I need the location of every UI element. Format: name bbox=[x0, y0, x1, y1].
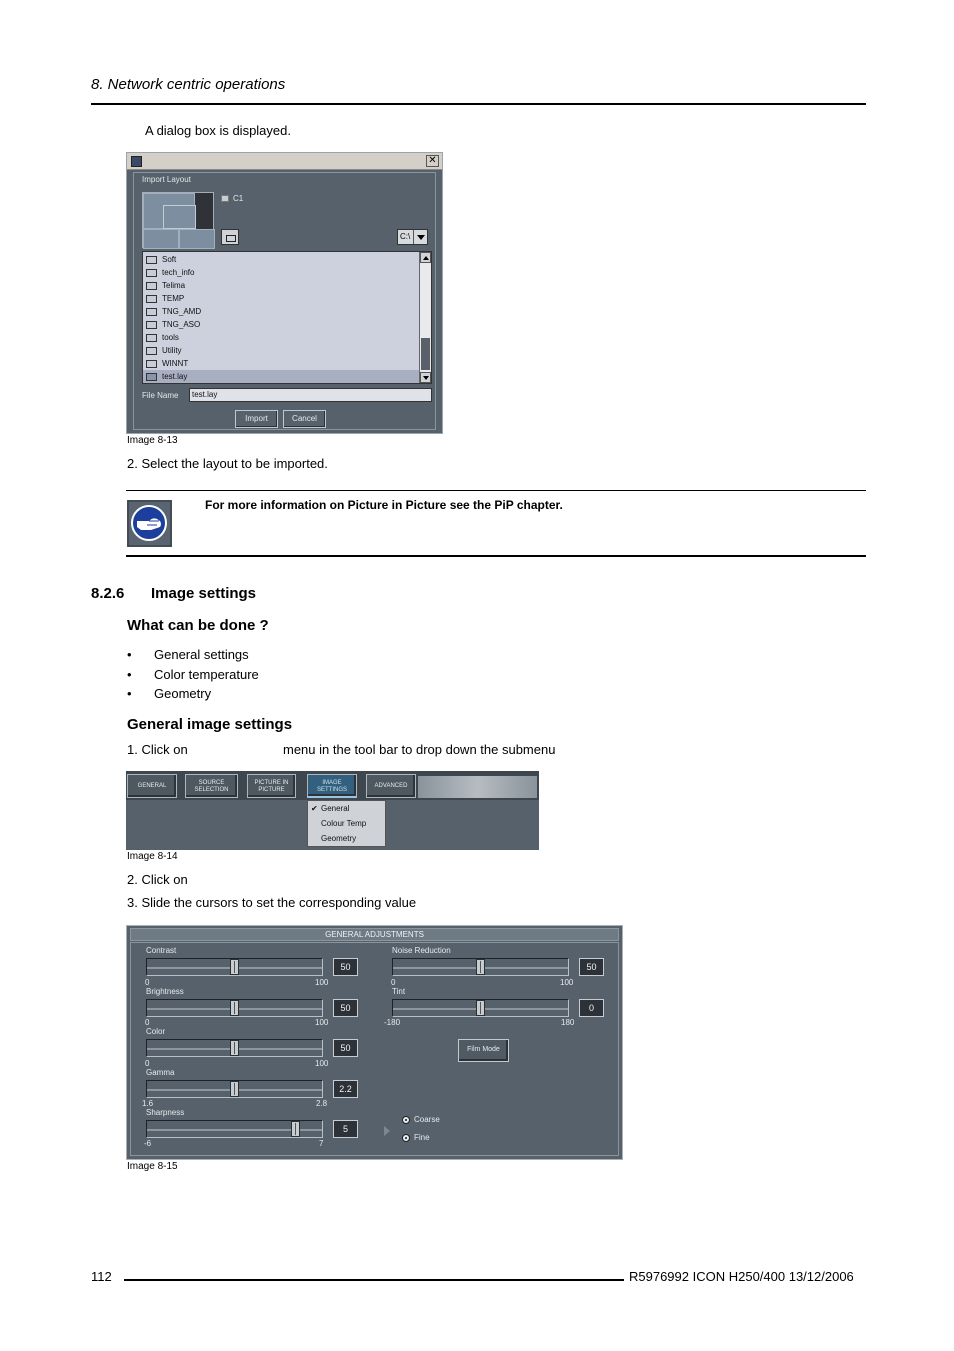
list-item-selected[interactable] bbox=[143, 370, 419, 383]
step-text: 3. Slide the cursors to set the corresponding value bbox=[127, 895, 417, 910]
list-item[interactable] bbox=[143, 357, 419, 370]
layout-preview bbox=[142, 192, 214, 248]
coarse-radio[interactable] bbox=[402, 1115, 440, 1124]
button-label: IMAGE bbox=[322, 780, 342, 786]
button-label: PICTURE bbox=[258, 787, 285, 793]
bullet-label: General settings bbox=[154, 647, 249, 662]
file-name-input[interactable]: test.lay bbox=[189, 388, 432, 402]
note-text: For more information on Picture in Picture see the PiP chapter. bbox=[205, 498, 563, 512]
contrast-value: 50 bbox=[333, 958, 358, 976]
slider-max: 100 bbox=[560, 978, 574, 987]
slider-max: 2.8 bbox=[316, 1099, 328, 1108]
slider-max: 100 bbox=[315, 1018, 329, 1027]
brightness-value: 50 bbox=[333, 999, 358, 1017]
bullet-label: Geometry bbox=[154, 686, 212, 701]
subheading-general: General image settings bbox=[127, 716, 293, 733]
import-layout-dialog bbox=[126, 152, 443, 434]
cancel-button[interactable]: Cancel bbox=[283, 410, 326, 428]
slider-handle[interactable] bbox=[476, 1000, 485, 1016]
list-item[interactable] bbox=[143, 344, 419, 357]
slider-min: -180 bbox=[384, 1018, 401, 1027]
slider-min: -6 bbox=[144, 1139, 152, 1148]
tint-value: 0 bbox=[579, 999, 604, 1017]
menu-item-colour-temp[interactable] bbox=[308, 816, 385, 831]
scroll-down-icon[interactable] bbox=[420, 372, 431, 383]
chevron-down-icon[interactable] bbox=[413, 230, 427, 244]
slider-handle[interactable] bbox=[230, 1081, 239, 1097]
slider-min: 0 bbox=[145, 1059, 150, 1068]
note-rule-top bbox=[126, 490, 866, 491]
color-value: 50 bbox=[333, 1039, 358, 1057]
folder-icon bbox=[146, 282, 157, 290]
contrast-label: Contrast bbox=[146, 946, 177, 955]
tint-label: Tint bbox=[392, 987, 406, 996]
folder-icon bbox=[221, 195, 229, 202]
color-slider[interactable] bbox=[146, 1039, 323, 1057]
slider-handle[interactable] bbox=[230, 1040, 239, 1056]
list-item-label: tech_info bbox=[162, 268, 195, 277]
note-rule-bottom bbox=[126, 555, 866, 557]
drive-value: C:\ bbox=[400, 232, 411, 241]
folder-icon bbox=[146, 347, 157, 355]
app-icon bbox=[131, 156, 142, 167]
image-caption: Image 8-13 bbox=[127, 435, 178, 446]
bullet-item: • General settings bbox=[127, 647, 249, 662]
toolbar-general-button[interactable]: GENERAL bbox=[127, 774, 177, 798]
checkmark-icon: ✔ bbox=[311, 804, 318, 813]
list-item-label: TNG_AMD bbox=[162, 307, 202, 316]
step-text: menu in the tool bar to drop down the submenu bbox=[283, 742, 556, 757]
toolbar-advanced-button[interactable]: ADVANCED bbox=[366, 774, 416, 798]
list-scrollbar[interactable] bbox=[419, 252, 431, 383]
slider-max: 180 bbox=[561, 1018, 575, 1027]
step-text: 2. Select the layout to be imported. bbox=[127, 456, 328, 471]
menu-item-geometry[interactable] bbox=[308, 831, 385, 846]
button-label: SELECTION bbox=[194, 787, 229, 793]
menu-item-general[interactable] bbox=[308, 801, 385, 816]
sharpness-label: Sharpness bbox=[146, 1108, 185, 1117]
gamma-label: Gamma bbox=[146, 1068, 175, 1077]
scroll-thumb[interactable] bbox=[421, 338, 430, 370]
folder-icon bbox=[146, 360, 157, 368]
noise-reduction-slider[interactable] bbox=[392, 958, 569, 976]
dialog-titlebar bbox=[127, 153, 442, 170]
folder-icon bbox=[146, 308, 157, 316]
menu-item-label: General bbox=[321, 804, 350, 813]
gamma-value: 2.2 bbox=[333, 1080, 358, 1098]
slider-min: 0 bbox=[145, 1018, 150, 1027]
general-adjustments-panel bbox=[126, 925, 623, 1160]
slider-handle[interactable] bbox=[291, 1121, 300, 1137]
folder-icon bbox=[146, 295, 157, 303]
file-name-label: File Name bbox=[142, 391, 179, 400]
group-label: Import Layout bbox=[142, 175, 191, 184]
contrast-slider[interactable] bbox=[146, 958, 323, 976]
bullet-item: • Geometry bbox=[127, 686, 212, 701]
section-title: Image settings bbox=[151, 585, 257, 602]
list-item-label: Telima bbox=[162, 281, 186, 290]
list-item[interactable] bbox=[143, 318, 419, 331]
brightness-label: Brightness bbox=[146, 987, 184, 996]
c1-item[interactable] bbox=[221, 194, 243, 203]
folder-icon bbox=[146, 321, 157, 329]
footer-rule bbox=[124, 1279, 624, 1281]
page-number: 112 bbox=[91, 1269, 112, 1284]
scroll-up-icon[interactable] bbox=[420, 252, 431, 263]
list-item-label: TNG_ASO bbox=[162, 320, 201, 329]
button-label: PICTURE IN bbox=[254, 780, 289, 786]
bullet-label: Color temperature bbox=[154, 667, 259, 682]
list-item-label: Utility bbox=[162, 346, 182, 355]
section-number: 8.2.6 bbox=[91, 585, 125, 602]
brightness-slider[interactable] bbox=[146, 999, 323, 1017]
sharpness-slider[interactable] bbox=[146, 1120, 323, 1138]
list-item[interactable] bbox=[143, 253, 419, 266]
step-text: 1. Click on bbox=[127, 742, 188, 757]
folder-icon bbox=[146, 334, 157, 342]
list-item[interactable] bbox=[143, 331, 419, 344]
menu-item-label: Geometry bbox=[321, 834, 357, 843]
fine-radio[interactable] bbox=[402, 1133, 430, 1142]
page-header-title: 8. Network centric operations bbox=[91, 76, 286, 93]
image-settings-menu bbox=[307, 800, 386, 847]
pointing-hand-icon bbox=[127, 500, 172, 547]
section-heading bbox=[91, 585, 256, 602]
file-list[interactable] bbox=[142, 251, 432, 384]
list-item-label: Soft bbox=[162, 255, 177, 264]
footer-reference: R5976992 ICON H250/400 13/12/2006 bbox=[629, 1269, 854, 1284]
list-item-label: test.lay bbox=[162, 372, 188, 381]
menu-item-label: Colour Temp bbox=[321, 819, 367, 828]
toolbar-screenshot bbox=[126, 771, 539, 850]
list-item[interactable] bbox=[143, 266, 419, 279]
slider-min: 0 bbox=[145, 978, 150, 987]
folder-icon bbox=[146, 256, 157, 264]
intro-text: A dialog box is displayed. bbox=[145, 123, 291, 138]
c1-label: C1 bbox=[233, 194, 244, 203]
list-item-label: TEMP bbox=[162, 294, 185, 303]
import-button[interactable]: Import bbox=[235, 410, 278, 428]
radio-icon[interactable] bbox=[402, 1134, 410, 1142]
gamma-slider[interactable] bbox=[146, 1080, 323, 1098]
close-icon[interactable]: ✕ bbox=[426, 155, 439, 167]
image-caption: Image 8-15 bbox=[127, 1161, 178, 1172]
subheading-what: What can be done ? bbox=[127, 617, 269, 634]
slider-max: 7 bbox=[319, 1139, 324, 1148]
step-text: 2. Click on bbox=[127, 872, 188, 887]
noise-reduction-label: Noise Reduction bbox=[392, 946, 451, 955]
list-item-label: tools bbox=[162, 333, 179, 342]
sharpness-value: 5 bbox=[333, 1120, 358, 1138]
list-item[interactable] bbox=[143, 292, 419, 305]
button-label: SOURCE bbox=[198, 780, 225, 786]
play-icon bbox=[384, 1126, 390, 1136]
up-folder-button[interactable] bbox=[221, 229, 239, 245]
import-layout-group bbox=[133, 172, 436, 430]
slider-min: 1.6 bbox=[142, 1099, 154, 1108]
button-label: SETTINGS bbox=[316, 787, 347, 793]
bullet-item: • Color temperature bbox=[127, 667, 259, 682]
slider-max: 100 bbox=[315, 978, 329, 987]
list-item-label: WINNT bbox=[162, 359, 189, 368]
slider-handle[interactable] bbox=[230, 1000, 239, 1016]
tint-slider[interactable] bbox=[392, 999, 569, 1017]
toolbar-source-button[interactable] bbox=[185, 774, 238, 798]
slider-max: 100 bbox=[315, 1059, 329, 1068]
film-mode-button[interactable]: Film Mode bbox=[458, 1039, 509, 1062]
list-item[interactable] bbox=[143, 279, 419, 292]
image-caption: Image 8-14 bbox=[127, 851, 178, 862]
slider-handle[interactable] bbox=[230, 959, 239, 975]
toolbar-image-settings-button[interactable] bbox=[307, 774, 357, 798]
radio-label: Fine bbox=[414, 1133, 430, 1142]
toolbar-pip-button[interactable] bbox=[247, 774, 296, 798]
noise-reduction-value: 50 bbox=[579, 958, 604, 976]
list-item[interactable] bbox=[143, 305, 419, 318]
radio-label: Coarse bbox=[414, 1115, 440, 1124]
header-rule bbox=[91, 103, 866, 105]
layout-file-icon bbox=[146, 373, 157, 381]
radio-icon[interactable] bbox=[402, 1116, 410, 1124]
slider-handle[interactable] bbox=[476, 959, 485, 975]
panel-title: GENERAL ADJUSTMENTS bbox=[130, 928, 619, 941]
color-label: Color bbox=[146, 1027, 166, 1036]
slider-min: 0 bbox=[391, 978, 396, 987]
folder-icon bbox=[146, 269, 157, 277]
drive-select[interactable] bbox=[397, 229, 428, 245]
